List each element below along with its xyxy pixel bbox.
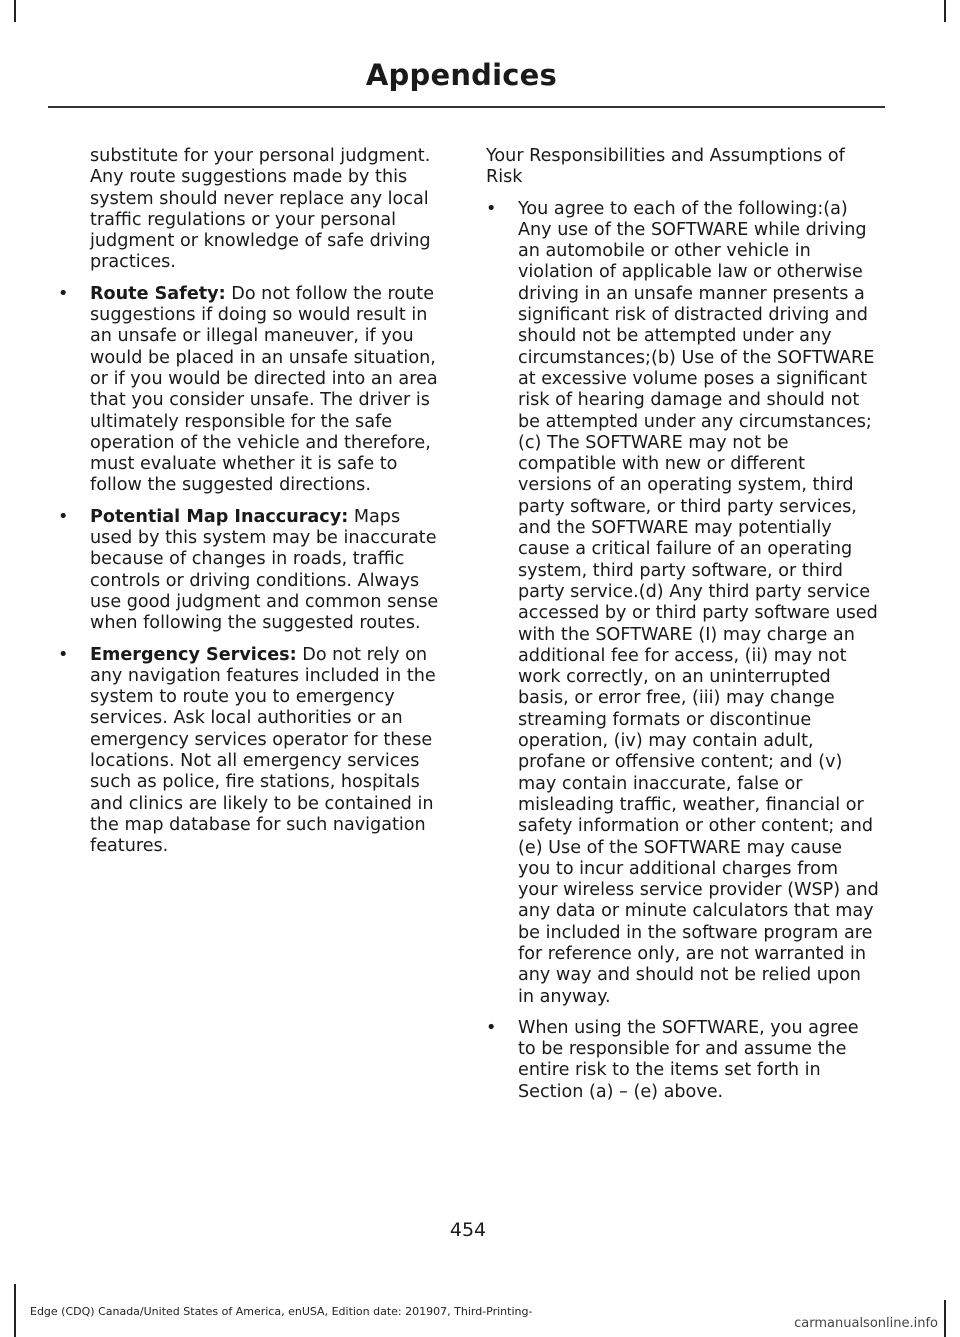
- bullet-marker: •: [58, 644, 69, 665]
- bullet-marker: •: [58, 283, 69, 304]
- crop-mark-top-left: [14, 0, 16, 22]
- bullet-route-safety: [58, 284, 448, 497]
- bullet-term: Route Safety:: [90, 283, 226, 304]
- page-title: Appendices: [365, 58, 557, 92]
- intro-paragraph: substitute for your personal judgment. Any route suggestions made by this system should never replace any local traffic regulations or your personal judgment or knowledge of safe driving practices.: [90, 146, 431, 273]
- bullet-marker: •: [486, 198, 497, 219]
- left-column: [58, 146, 448, 868]
- bullet-text: Maps used by this system may be inaccurate because of changes in roads, traffic controls or driving conditions. Always use good judgment and common sense when following the suggested routes.: [90, 506, 439, 634]
- bullet-map-inaccuracy: [58, 507, 448, 635]
- section-heading: Your Responsibilities and Assumptions of Risk: [486, 146, 845, 188]
- crop-mark-bottom-left: [14, 1284, 16, 1337]
- bullet-term: Potential Map Inaccuracy:: [90, 506, 349, 527]
- bullet-marker: •: [58, 506, 69, 527]
- crop-mark-bottom-right: [944, 1300, 946, 1337]
- bullet-emergency-services: [58, 645, 448, 858]
- header-divider: [48, 106, 885, 108]
- bullet-text: Do not follow the route suggestions if doing so would result in an unsafe or illegal maneuver, if you would be placed in an unsafe situation, or if you would be directed into an area that you consider unsafe. The driver is ultimately responsible for the safe operation of the vehicle and therefore, must evaluate whether it is safe to follow the suggested directions.: [90, 283, 438, 496]
- bullet-text: Do not rely on any navigation features included in the system to route you to emergency services. Ask local authorities or an emergency services operator for these locations. Not all emergency services such as police, fire stations, hospitals and clinics are likely to be contained in the map database for such navigation features.: [90, 644, 436, 857]
- right-column: [486, 146, 880, 1113]
- crop-mark-top-right: [944, 0, 946, 22]
- bullet-marker: •: [486, 1017, 497, 1038]
- page-number: 454: [449, 1219, 487, 1241]
- footer-edition-info: Edge (CDQ) Canada/United States of America, enUSA, Edition date: 201907, Third-Printing-: [30, 1305, 533, 1318]
- bullet-agreement: [486, 199, 880, 1008]
- watermark: carmanualsonline.info: [794, 1316, 938, 1331]
- bullet-term: Emergency Services:: [90, 644, 297, 665]
- bullet-text: You agree to each of the following:(a) Any use of the SOFTWARE while driving an automobile or other vehicle in violation of applicable law or otherwise driving in an unsafe manner presents a significant risk of distracted driving and should not be attempted under any circumstances;(b) Use of the SOFTWARE at excessive volume poses a significant risk of hearing damage and should not be attempted under any circumstances;(c) The SOFTWARE may not be compatible with new or different versions of an operating system, third party software, or third party services, and the SOFTWARE may potentially cause a critical failure of an operating system, third party software, or third party service.(d) Any third party service accessed by or third party software used with the SOFTWARE (I) may charge an additional fee for access, (ii) may not work correctly, on an uninterrupted basis, or error free, (iii) may change streaming formats or discontinue operation, (iv) may contain adult, profane or offensive content; and (v) may contain inaccurate, false or misleading traffic, weather, financial or safety information or other content; and (e) Use of the SOFTWARE may cause you to incur additional charges from your wireless service provider (WSP) and any data or minute calculators that may be included in the software program are for reference only, are not warranted in any way and should not be relied upon in anyway.: [518, 198, 879, 1007]
- bullet-responsibility: [486, 1018, 880, 1103]
- bullet-text: When using the SOFTWARE, you agree to be responsible for and assume the entire risk to the items set forth in Section (a) – (e) above.: [518, 1017, 859, 1102]
